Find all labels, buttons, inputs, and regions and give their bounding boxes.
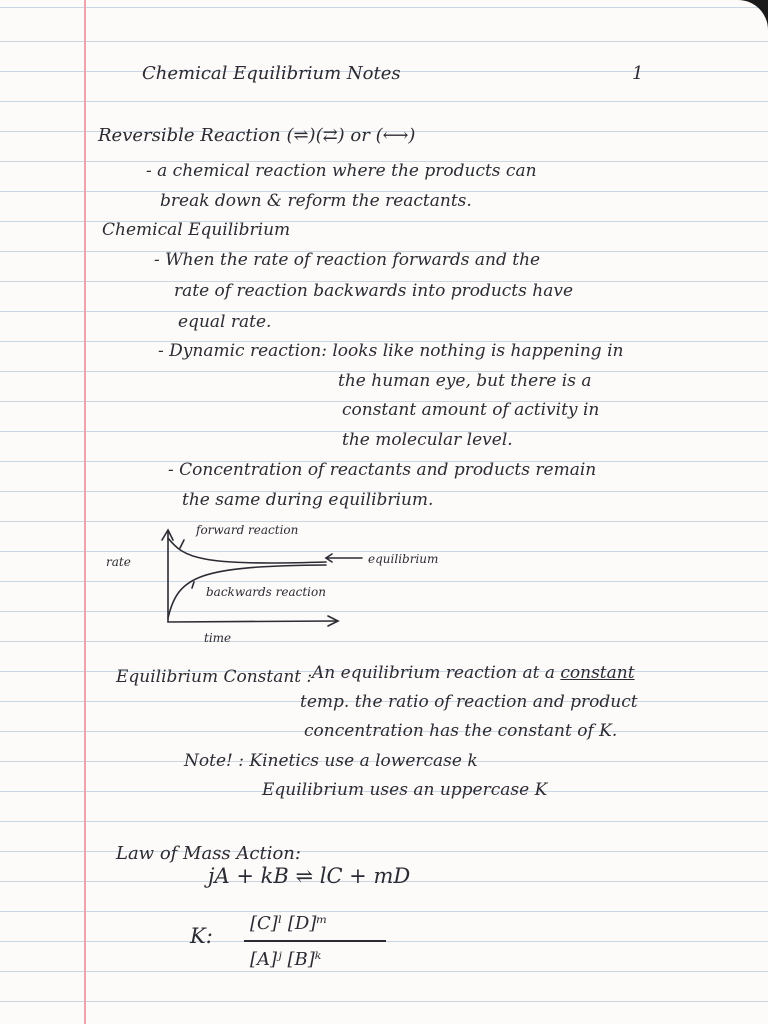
equilibrium-bullet-2-line-4: the molecular level. bbox=[342, 430, 513, 450]
forward-reaction-label: forward reaction bbox=[196, 523, 299, 537]
forward-label-tick bbox=[180, 540, 184, 548]
equilibrium-bullet-1-line-1: - When the rate of reaction forwards and the bbox=[154, 250, 541, 270]
equilibrium-label: equilibrium bbox=[368, 552, 439, 566]
law-of-mass-action-heading: Law of Mass Action: bbox=[116, 843, 301, 864]
backwards-reaction-label: backwards reaction bbox=[206, 585, 326, 599]
equilibrium-bullet-1-line-3: equal rate. bbox=[178, 312, 272, 332]
equilibrium-bullet-2-line-3: constant amount of activity in bbox=[342, 400, 600, 420]
reversible-reaction-heading: Reversible Reaction (⇌)(⇄) or (⟷) bbox=[98, 125, 416, 146]
equilibrium-bullet-1-line-2: rate of reaction backwards into products have bbox=[174, 281, 574, 301]
constant-definition-line-3: concentration has the constant of K. bbox=[304, 721, 618, 741]
equilibrium-bullet-3-line-2: the same during equilibrium. bbox=[182, 490, 434, 510]
page-number: 1 bbox=[632, 63, 644, 84]
constant-definition-line-2: temp. the ratio of reaction and product bbox=[300, 692, 638, 712]
constant-definition-text: An equilibrium reaction at a bbox=[312, 663, 555, 683]
page-title: Chemical Equilibrium Notes bbox=[142, 63, 401, 84]
reversible-definition-line-2: break down & reform the reactants. bbox=[160, 191, 472, 211]
equilibrium-bullet-2-line-1: - Dynamic reaction: looks like nothing is happening in bbox=[158, 341, 624, 361]
equilibrium-bullet-3-line-1: - Concentration of reactants and products remain bbox=[168, 460, 597, 480]
fraction-bar bbox=[244, 940, 386, 942]
note-line-2: Equilibrium uses an uppercase K bbox=[262, 780, 548, 800]
mass-action-reaction: jA + kB ⇌ lC + mD bbox=[208, 864, 411, 888]
k-denominator: [A]ʲ [B]ᵏ bbox=[250, 949, 322, 970]
equilibrium-bullet-2-line-2: the human eye, but there is a bbox=[338, 371, 592, 391]
x-axis-label: time bbox=[204, 631, 232, 645]
constant-definition-line-1 bbox=[312, 663, 635, 683]
graph-axes bbox=[168, 532, 336, 622]
note-line-1: Note! : Kinetics use a lowercase k bbox=[184, 751, 478, 771]
constant-underlined-word: constant bbox=[560, 663, 635, 683]
k-label: K: bbox=[190, 924, 213, 948]
chemical-equilibrium-heading: Chemical Equilibrium bbox=[102, 220, 291, 240]
backwards-label-tick bbox=[192, 582, 194, 588]
equilibrium-constant-heading: Equilibrium Constant : bbox=[116, 667, 313, 687]
k-numerator: [C]ˡ [D]ᵐ bbox=[250, 913, 328, 934]
margin-line bbox=[84, 0, 86, 1024]
y-axis-label: rate bbox=[106, 555, 131, 569]
reversible-definition-line-1: - a chemical reaction where the products can bbox=[146, 161, 537, 181]
forward-reaction-curve bbox=[168, 538, 326, 563]
